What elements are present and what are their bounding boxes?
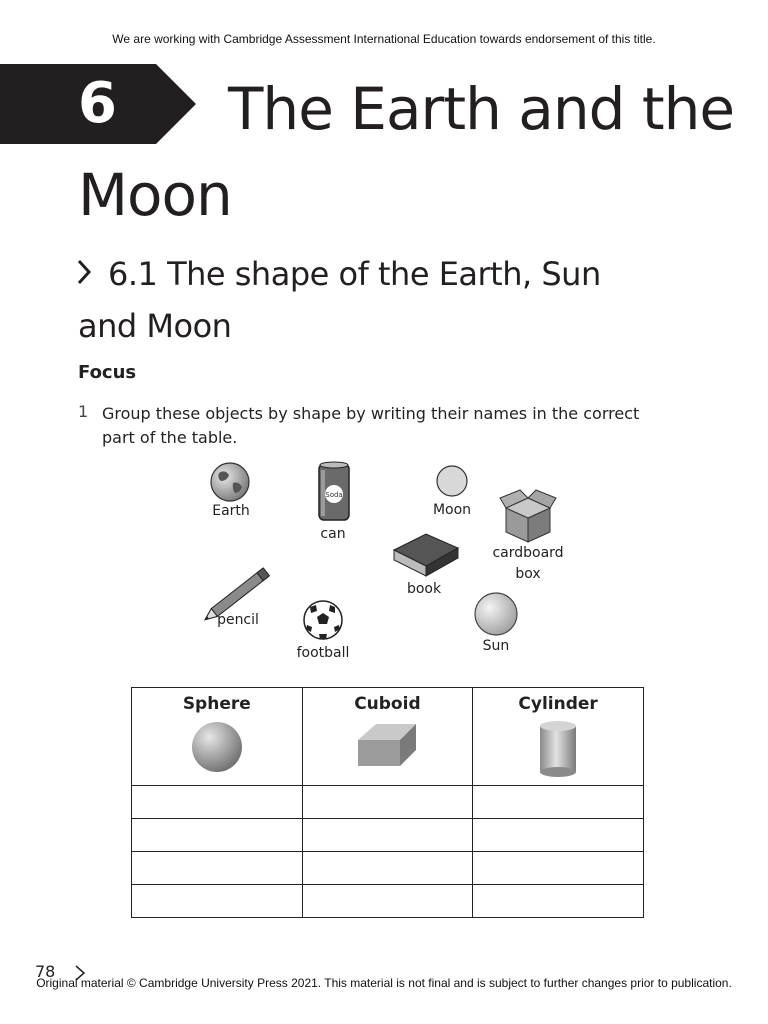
label-sun: Sun: [482, 638, 510, 654]
table-row: [132, 786, 644, 819]
table-cell[interactable]: [473, 786, 644, 819]
label-book: book: [406, 581, 442, 597]
page-number: 78: [35, 962, 56, 981]
question-number: 1: [78, 402, 89, 421]
table-row: [132, 819, 644, 852]
label-pencil: pencil: [217, 612, 259, 628]
table-cell[interactable]: [302, 885, 473, 918]
soda-can-icon: [316, 460, 352, 524]
sun-icon: [473, 591, 519, 637]
header-sphere: [132, 688, 303, 786]
question-text: Group these objects by shape by writing their names in the correct part of the table.: [102, 404, 640, 447]
label-cardboard-box: cardboard box: [492, 545, 564, 582]
copyright-notice: Original material © Cambridge University Press 2021. This material is not final and is subject to further changes prior to publication.: [36, 976, 732, 990]
table-cell[interactable]: [473, 852, 644, 885]
chapter-number: 6: [78, 71, 117, 136]
endorsement-notice: We are working with Cambridge Assessment International Education towards endorsement of this title.: [112, 32, 656, 46]
earth-icon: [209, 461, 251, 503]
chapter-title: The Earth and the Moon: [78, 75, 735, 229]
table-row: [132, 852, 644, 885]
table-cell[interactable]: [302, 852, 473, 885]
table-row: [132, 885, 644, 918]
can-logo-text: Soda: [325, 491, 343, 499]
table-cell[interactable]: [302, 819, 473, 852]
moon-icon: [435, 464, 469, 498]
header-cuboid-label: Cuboid: [354, 694, 421, 714]
header-cylinder-label: Cylinder: [518, 694, 598, 714]
table-cell[interactable]: [132, 819, 303, 852]
focus-heading: Focus: [78, 362, 137, 383]
table-cell[interactable]: [473, 819, 644, 852]
label-can: can: [320, 526, 346, 542]
table-cell[interactable]: [132, 852, 303, 885]
shape-table: [131, 687, 644, 918]
football-icon: [302, 599, 344, 641]
table-cell[interactable]: [132, 786, 303, 819]
header-cylinder: [473, 688, 644, 786]
header-cuboid: [302, 688, 473, 786]
cuboid-icon: [356, 720, 418, 770]
table-cell[interactable]: [132, 885, 303, 918]
cylinder-icon: [537, 720, 579, 778]
table-cell[interactable]: [473, 885, 644, 918]
cardboard-box-icon: [498, 486, 558, 544]
header-sphere-label: Sphere: [182, 694, 251, 714]
table-cell[interactable]: [302, 786, 473, 819]
label-football: football: [296, 645, 350, 661]
label-earth: Earth: [212, 503, 250, 519]
book-icon: [392, 532, 460, 580]
label-moon: Moon: [432, 502, 472, 518]
sphere-icon: [190, 720, 244, 774]
section-title: 6.1 The shape of the Earth, Sun and Moon: [78, 255, 601, 345]
